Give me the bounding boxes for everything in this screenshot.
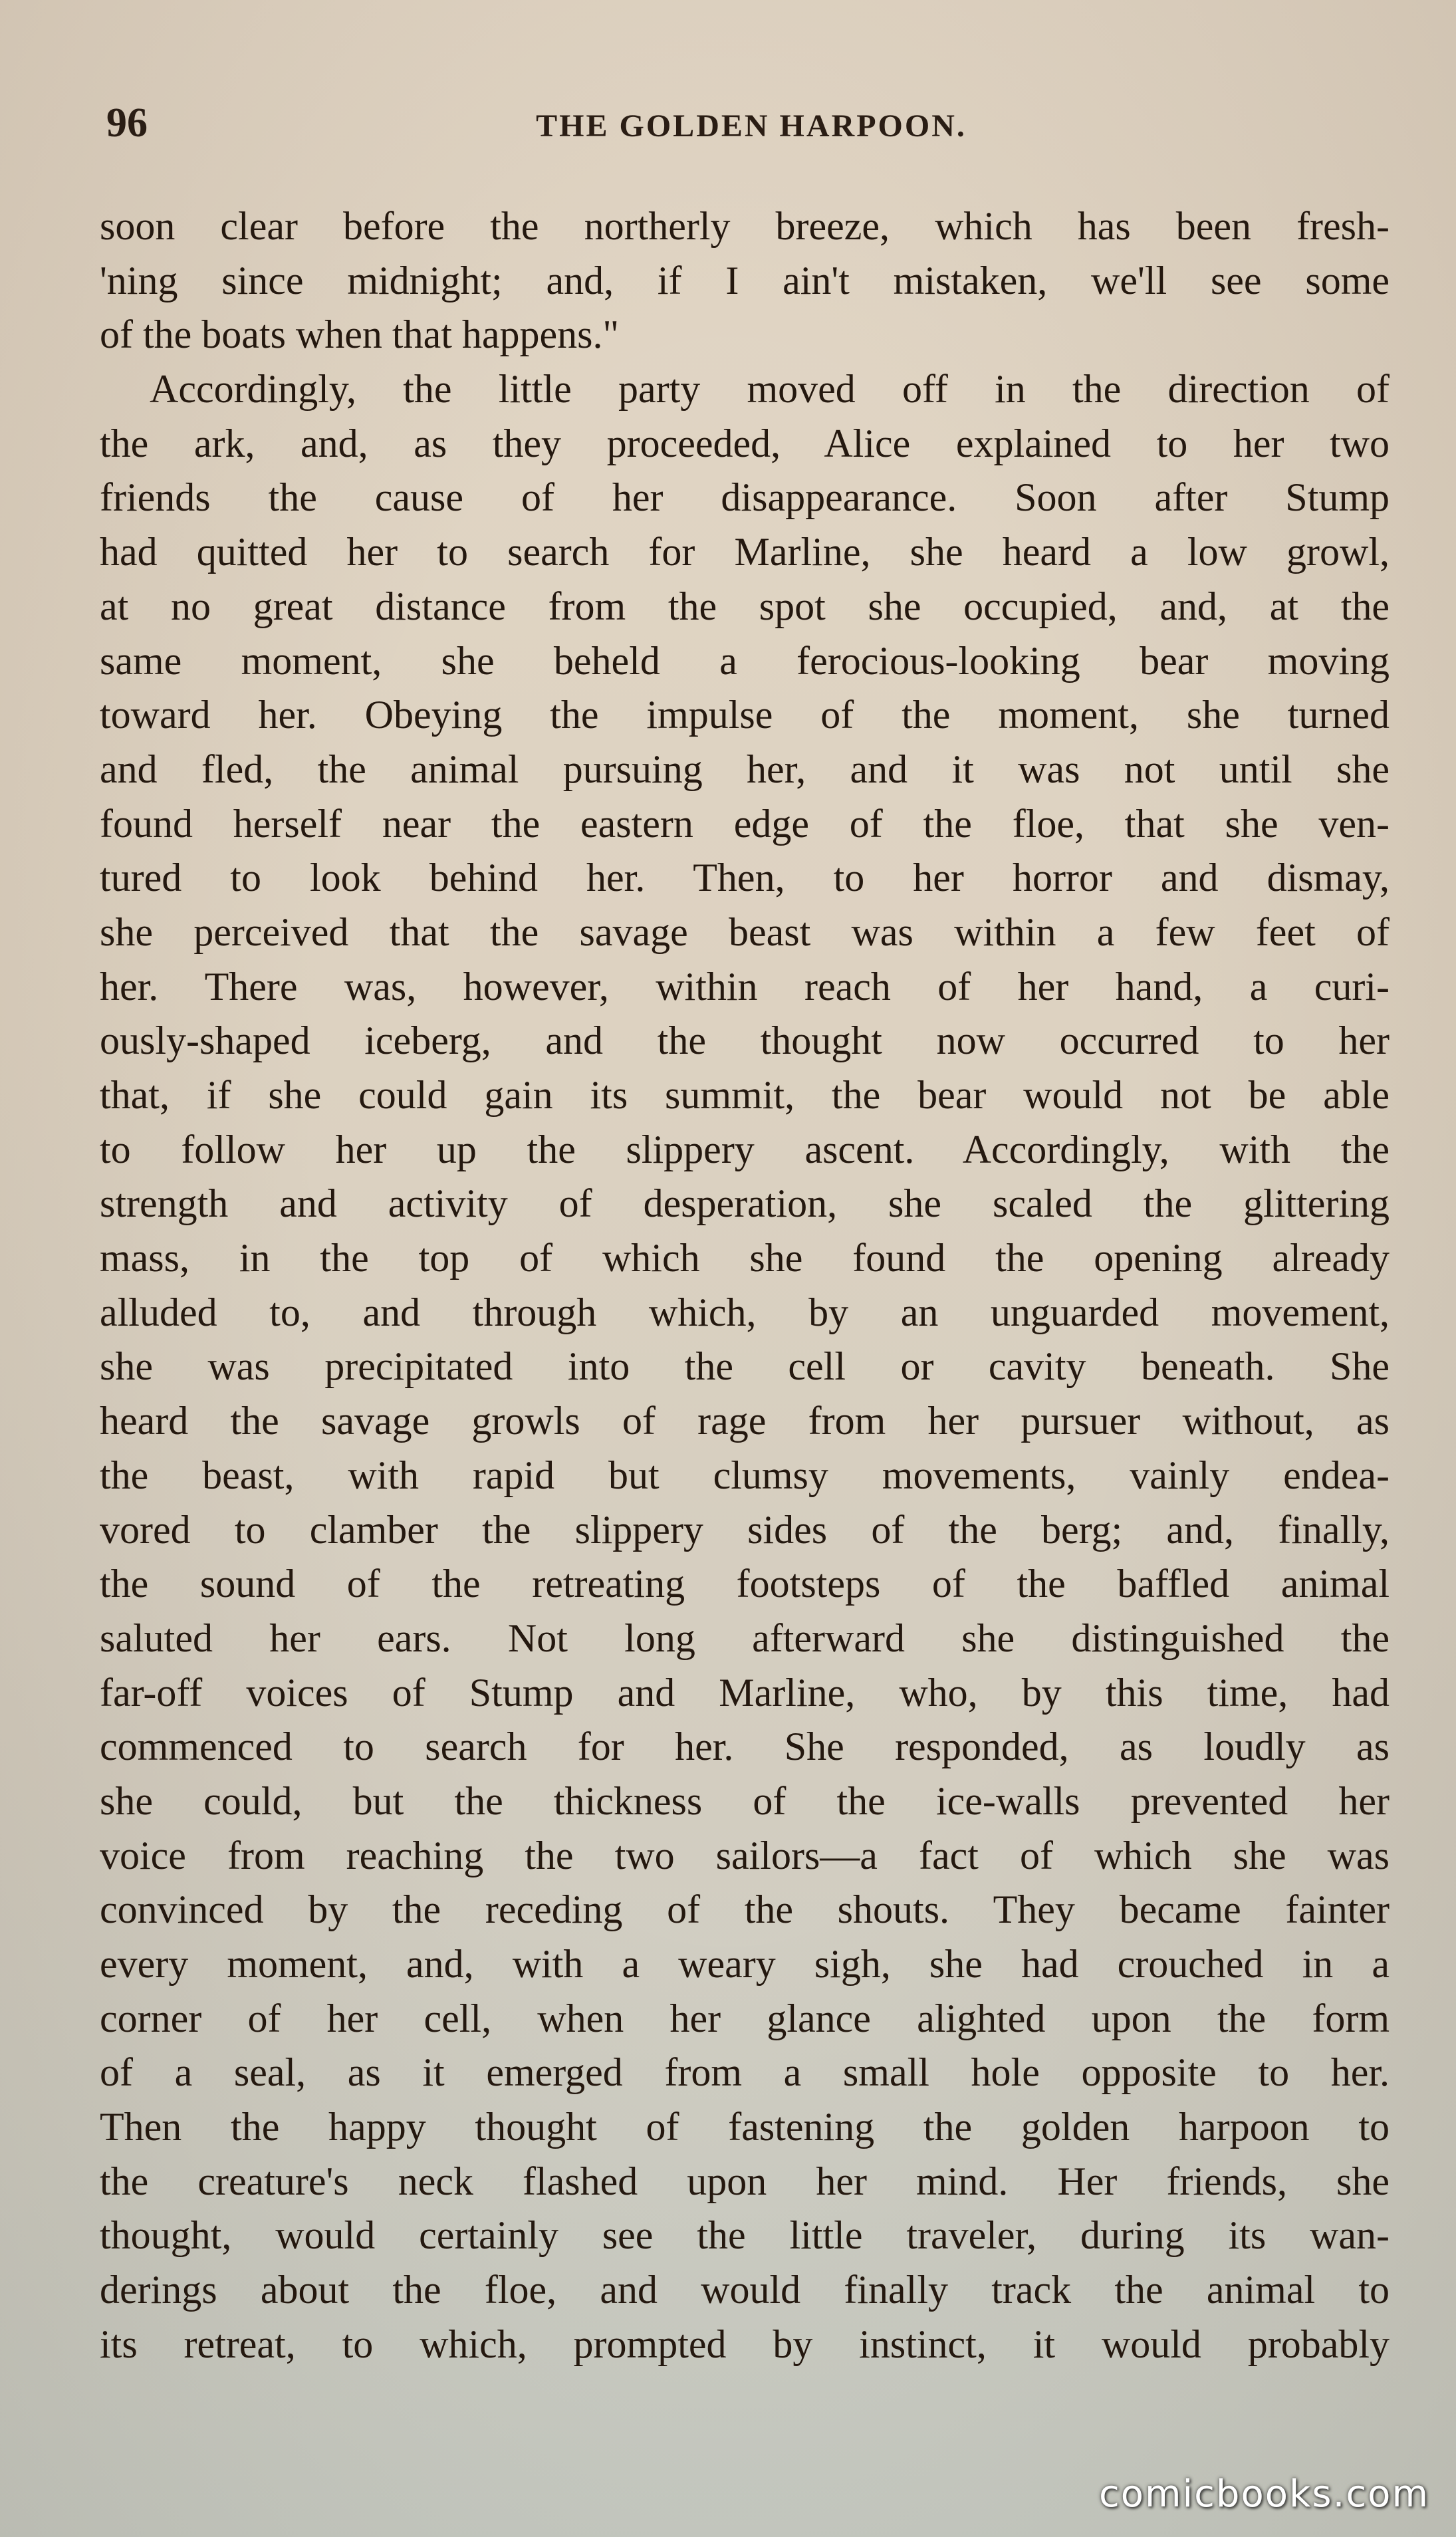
text-line: heard the savage growls of rage from her pursuer without, as — [100, 1399, 1390, 1443]
text-line: same moment, she beheld a ferocious-looking bear moving — [100, 638, 1390, 683]
text-line: that, if she could gain its summit, the bear would not be able — [100, 1073, 1390, 1117]
text-line: found herself near the eastern edge of the floe, that she ven- — [100, 801, 1390, 846]
text-line: the sound of the retreating footsteps of the baffled animal — [100, 1562, 1390, 1606]
text-line: Accordingly, the little party moved off in the direction of — [150, 367, 1390, 412]
running-title: THE GOLDEN HARPOON. — [536, 108, 967, 144]
text-line: thought, would certainly see the little traveler, during its wan- — [100, 2213, 1390, 2258]
text-line: its retreat, to which, prompted by instinct, it would probably — [100, 2322, 1390, 2366]
text-line: Then the happy thought of fastening the golden harpoon to — [100, 2105, 1390, 2149]
text-line: convinced by the receding of the shouts. They became fainter — [100, 1887, 1390, 1932]
text-line: to follow her up the slippery ascent. Accordingly, with the — [100, 1127, 1390, 1171]
text-line: at no great distance from the spot she occupied, and, at the — [100, 584, 1390, 628]
text-line: mass, in the top of which she found the opening already — [100, 1236, 1390, 1280]
text-line: saluted her ears. Not long afterward she distinguished the — [100, 1616, 1390, 1660]
text-line: corner of her cell, when her glance alighted upon the form — [100, 1996, 1390, 2040]
text-line: strength and activity of desperation, she scaled the glittering — [100, 1181, 1390, 1226]
text-line: ously-shaped iceberg, and the thought now occurred to her — [100, 1019, 1390, 1063]
text-line: she could, but the thickness of the ice-walls prevented her — [100, 1778, 1390, 1823]
body-text — [100, 199, 1390, 2372]
text-line: the ark, and, as they proceeded, Alice explained to her two — [100, 421, 1390, 465]
text-line: toward her. Obeying the impulse of the moment, she turned — [100, 693, 1390, 737]
running-head — [100, 100, 1403, 153]
text-line: and fled, the animal pursuing her, and it was not until she — [100, 747, 1390, 791]
text-line: of a seal, as it emerged from a small hole opposite to her. — [100, 2050, 1390, 2095]
text-line: of the boats when that happens." — [100, 312, 619, 357]
text-line: the beast, with rapid but clumsy movements, vainly endea- — [100, 1453, 1390, 1497]
text-line: the creature's neck flashed upon her mind. Her friends, she — [100, 2159, 1390, 2203]
text-line: tured to look behind her. Then, to her horror and dismay, — [100, 856, 1390, 900]
text-line: alluded to, and through which, by an unguarded movement, — [100, 1290, 1390, 1334]
text-line: every moment, and, with a weary sigh, she had crouched in a — [100, 1942, 1390, 1986]
text-line: commenced to search for her. She responded, as loudly as — [100, 1725, 1390, 1769]
text-line: her. There was, however, within reach of her hand, a curi- — [100, 964, 1390, 1009]
text-line: vored to clamber the slippery sides of the berg; and, finally, — [100, 1507, 1390, 1552]
text-line: 'ning since midnight; and, if I ain't mistaken, we'll see some — [100, 258, 1390, 302]
page-number: 96 — [106, 100, 148, 146]
text-line: soon clear before the northerly breeze, which has been fresh- — [100, 204, 1390, 248]
text-line: far-off voices of Stump and Marline, who, by this time, had — [100, 1670, 1390, 1715]
text-line: had quitted her to search for Marline, she heard a low growl, — [100, 530, 1390, 574]
text-line: derings about the floe, and would finally track the animal to — [100, 2268, 1390, 2312]
text-line: she was precipitated into the cell or cavity beneath. She — [100, 1344, 1390, 1389]
text-line: friends the cause of her disappearance. Soon after Stump — [100, 475, 1390, 520]
watermark: comicbooks.com — [1098, 2473, 1429, 2516]
text-line: voice from reaching the two sailors—a fact of which she was — [100, 1833, 1390, 1877]
text-line: she perceived that the savage beast was within a few feet of — [100, 909, 1390, 954]
